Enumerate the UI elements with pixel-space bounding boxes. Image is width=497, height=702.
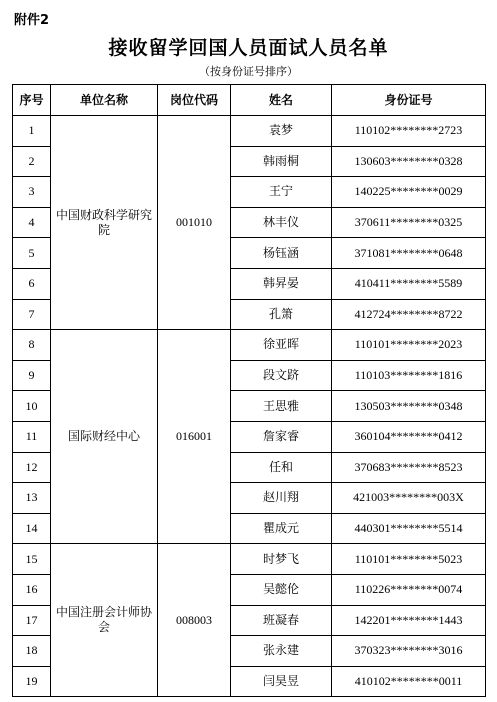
- person-name: 袁梦: [231, 116, 332, 147]
- row-number: 5: [13, 238, 51, 269]
- person-name: 林丰仪: [231, 207, 332, 238]
- id-number: 412724********8722: [332, 299, 486, 330]
- id-number: 371081********0648: [332, 238, 486, 269]
- row-number: 17: [13, 605, 51, 636]
- person-name: 詹家睿: [231, 421, 332, 452]
- row-number: 19: [13, 666, 51, 697]
- row-number: 14: [13, 513, 51, 544]
- column-header-unit: 单位名称: [51, 85, 158, 116]
- row-number: 7: [13, 299, 51, 330]
- row-number: 10: [13, 391, 51, 422]
- id-number: 142201********1443: [332, 605, 486, 636]
- id-number: 370611********0325: [332, 207, 486, 238]
- id-number: 410102********0011: [332, 666, 486, 697]
- person-name: 韩昇晏: [231, 268, 332, 299]
- id-number: 110101********2023: [332, 330, 486, 361]
- person-name: 孔箫: [231, 299, 332, 330]
- row-number: 1: [13, 116, 51, 147]
- row-number: 12: [13, 452, 51, 483]
- id-number: 110101********5023: [332, 544, 486, 575]
- id-number: 370683********8523: [332, 452, 486, 483]
- person-name: 张永建: [231, 636, 332, 667]
- unit-name: 中国注册会计师协会: [51, 544, 158, 697]
- column-header-no: 序号: [13, 85, 51, 116]
- document-title: 接收留学回国人员面试人员名单: [108, 37, 389, 59]
- document-subtitle: （按身份证号排序）: [199, 65, 298, 78]
- row-number: 4: [13, 207, 51, 238]
- unit-name: 中国财政科学研究院: [51, 116, 158, 330]
- table-header-row: [13, 85, 486, 116]
- row-number: 2: [13, 146, 51, 177]
- id-number: 360104********0412: [332, 421, 486, 452]
- id-number: 140225********0029: [332, 177, 486, 208]
- row-number: 16: [13, 574, 51, 605]
- attachment-label: 附件2: [14, 13, 50, 28]
- person-name: 韩雨桐: [231, 146, 332, 177]
- person-name: 王宁: [231, 177, 332, 208]
- table-row: [13, 116, 486, 147]
- person-name: 徐亚晖: [231, 330, 332, 361]
- row-number: 3: [13, 177, 51, 208]
- id-number: 421003********003X: [332, 483, 486, 514]
- id-number: 130503********0348: [332, 391, 486, 422]
- id-number: 110102********2723: [332, 116, 486, 147]
- row-number: 11: [13, 421, 51, 452]
- position-code: 001010: [158, 116, 231, 330]
- person-name: 王思雅: [231, 391, 332, 422]
- interviewee-table: [12, 84, 486, 697]
- id-number: 410411********5589: [332, 268, 486, 299]
- row-number: 8: [13, 330, 51, 361]
- id-number: 440301********5514: [332, 513, 486, 544]
- person-name: 时梦飞: [231, 544, 332, 575]
- row-number: 15: [13, 544, 51, 575]
- table-body: [13, 116, 486, 697]
- position-code: 008003: [158, 544, 231, 697]
- id-number: 110103********1816: [332, 360, 486, 391]
- person-name: 赵川翔: [231, 483, 332, 514]
- id-number: 110226********0074: [332, 574, 486, 605]
- person-name: 杨钰涵: [231, 238, 332, 269]
- position-code: 016001: [158, 330, 231, 544]
- person-name: 吴懿伦: [231, 574, 332, 605]
- person-name: 任和: [231, 452, 332, 483]
- unit-name: 国际财经中心: [51, 330, 158, 544]
- id-number: 130603********0328: [332, 146, 486, 177]
- column-header-name: 姓名: [231, 85, 332, 116]
- column-header-id: 身份证号: [332, 85, 486, 116]
- person-name: 闫昊昱: [231, 666, 332, 697]
- row-number: 18: [13, 636, 51, 667]
- table-row: [13, 330, 486, 361]
- person-name: 班凝春: [231, 605, 332, 636]
- table-row: [13, 544, 486, 575]
- person-name: 瞿成元: [231, 513, 332, 544]
- column-header-code: 岗位代码: [158, 85, 231, 116]
- person-name: 段文跻: [231, 360, 332, 391]
- row-number: 9: [13, 360, 51, 391]
- row-number: 6: [13, 268, 51, 299]
- row-number: 13: [13, 483, 51, 514]
- id-number: 370323********3016: [332, 636, 486, 667]
